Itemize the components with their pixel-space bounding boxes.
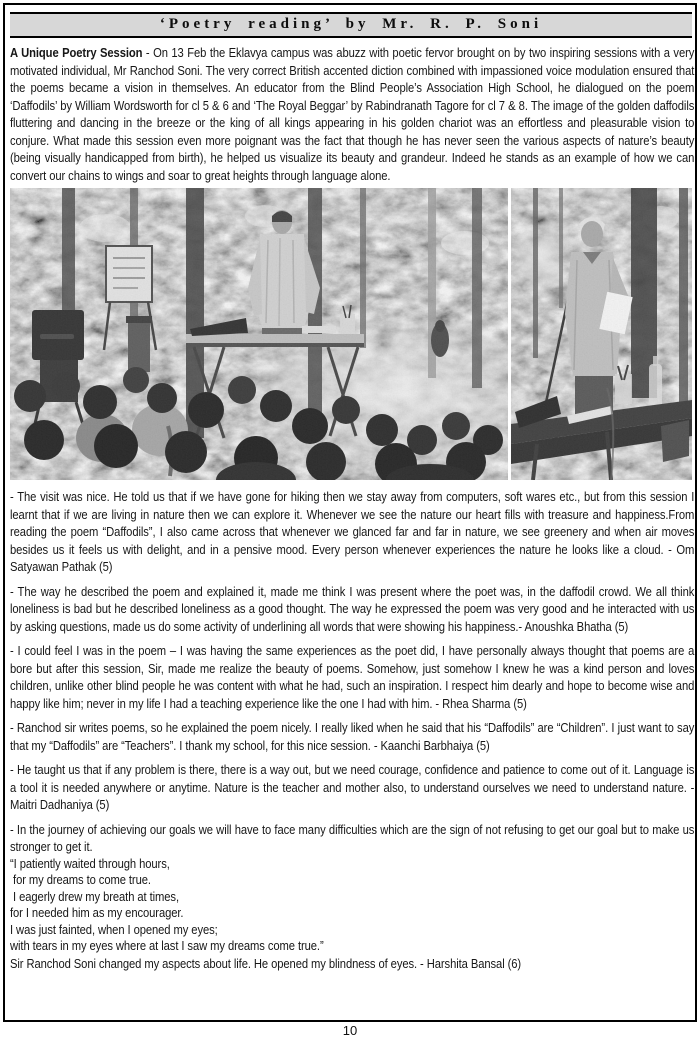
intro-paragraph (10, 44, 694, 184)
intro-lead: A Unique Poetry Session (10, 45, 143, 60)
photo-grain-overlay (511, 188, 692, 480)
article-title-bar (10, 12, 692, 38)
photo-grain-overlay (10, 188, 508, 480)
photo-speaker-with-audience (10, 188, 508, 480)
testimonial-body: - He taught us that if any problem is there, there is a way out, but we need courage, confidence and patience to come out of it. Language is a tool it is needed anywhere or anytime. Nature is the teacher and mother also, to understand ourselves we need to understand nature. - (10, 762, 695, 795)
poem-line: with tears in my eyes where at last I saw my dreams come true.” (10, 938, 324, 954)
page-title: ‘Poetry reading’ by Mr. R. P. Soni (159, 16, 543, 32)
intro-body: - On 13 Feb the Eklavya campus was abuzz with poetic fervor brought on by two inspiring sessions with a very motivated individual, Mr Ranchod Soni. The very correct British accented diction combined with impassioned voice modulation ensured that the poems became a vision in themselves. An educator from the Blind People’s Association High School, he dialogued on the poem ‘Daffodils’ by William Wordsworth for cl 5 & 6 and ‘The Royal Beggar’ by Rabindranath Tagore for cl 7 & 8. The image of the golden daffodils fluttering and dancing in the breeze or the king of all kings appearing in his golden chariot was an effortless and pleasurable vision to conjure. What made this session even more poignant was the fact that though he has never seen the various aspects of nature’s beauty (being visually handicapped from birth), he helped us visualize its beauty and grandeur. Indeed he stands as an example of how we can convert our chains to wings and soar to great heights through language alone. (10, 45, 695, 183)
poem-line: “I patiently waited through hours, (10, 855, 170, 871)
photo-speaker-reading (511, 188, 692, 480)
poem-line: for my dreams to come true. (10, 872, 151, 888)
testimonial-author: Maitri Dadhaniya (5) (10, 797, 110, 812)
testimonial-author: Kaanchi Barbhaiya (5) (377, 737, 490, 753)
testimonial-author: Rhea Sharma (5) (439, 695, 527, 711)
testimonial-paragraph (10, 642, 694, 712)
testimonial-author: Om Satyawan Pathak (5) (10, 541, 695, 574)
testimonial-body: - I could feel I was in the poem – I was having the same experiences as the poet did, I have personally always thought that poems are a bore but after this session, Sir, made me realize the beauty of poems. Somehow, just somehow I knew he was a kind person and loves children, unlike other blind people he was content with what he had, such an inspiration. I respect him dearly and hope to become wise and happy like him; never in my life I had a teaching experience like the one I had with him. - (10, 643, 695, 711)
closing-paragraph (10, 821, 694, 973)
closing-final-text: Sir Ranchod Soni changed my aspects about life. He opened my blindness of eyes. - (10, 956, 424, 972)
poem-line: I was just fainted, when I opened my eyes; (10, 921, 218, 937)
testimonial-paragraph (10, 583, 694, 636)
testimonial-paragraph (10, 488, 694, 576)
closing-author: Harshita Bansal (6) (423, 956, 522, 972)
testimonial-body: - Ranchod sir writes poems, so he explained the poem nicely. I really liked when he said that his “Daffodils” are “Children”. I just want to say that my “Daffodils” are “Teachers”. I thank my school, for this nice session. - (10, 720, 695, 753)
photo-left-illustration (10, 188, 508, 480)
testimonial-paragraph (10, 719, 694, 754)
page-border-frame (3, 3, 697, 1022)
poem-line: for I needed him as my encourager. (10, 905, 184, 921)
photo-right-illustration (511, 188, 692, 480)
poem-line: I eagerly drew my breath at times, (10, 888, 179, 904)
testimonial-body: - The way he described the poem and explained it, made me think I was present where the poet was, in the daffodil crowd. We all think loneliness is bad but he described loneliness as a good thought. The way he expressed the poem was very good and he interacted with us by asking questions, made us do some activity of underlining all words that were showing his happiness.- (10, 583, 695, 634)
page-number: 10 (342, 1023, 358, 1038)
photo-row (10, 188, 695, 480)
testimonial-author: Anoushka Bhatha (5) (522, 618, 629, 634)
closing-body: - In the journey of achieving our goals we will have to face many difficulties which are the sign of not refusing to get our goal but to make us stronger to get it. (10, 821, 695, 854)
testimonial-paragraph (10, 761, 694, 814)
closing-final-line (10, 955, 694, 973)
testimonial-body: - The visit was nice. He told us that if we have gone for hiking then we stay away from computers, soft wares etc., but from this session I learnt that if we are living in nature then we can explore it. Whenever we see the nature our heart fills with treasure and happiness.From reading the poem “Daffodils”, I also came across that whenever we glanced far and far in nature, we see greenery and when air moves besides us it feels us with delight, and in a pensive mood. Every person whenever experiences the nature he looks like a cloud. - (10, 489, 695, 557)
